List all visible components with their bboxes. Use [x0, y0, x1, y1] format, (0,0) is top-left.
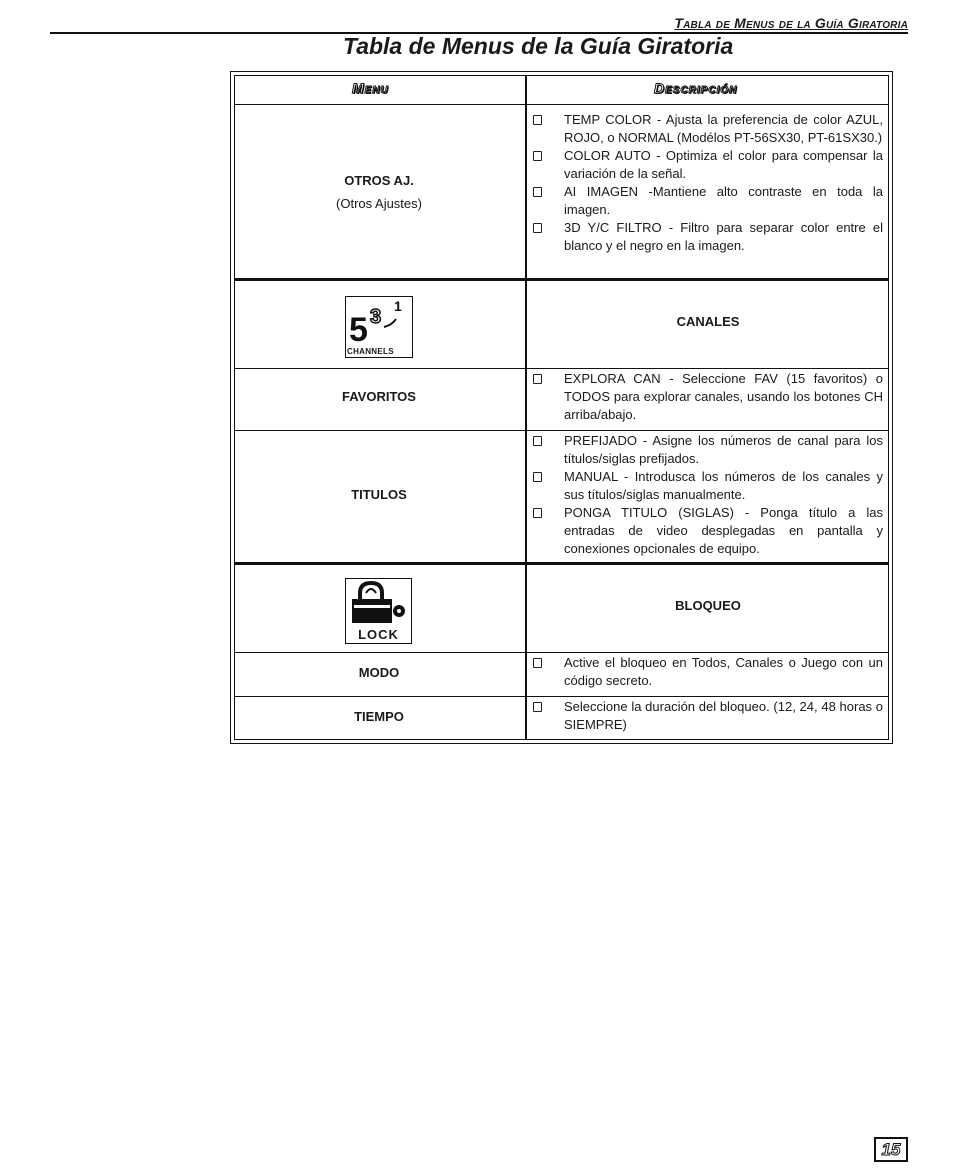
row-divider [234, 652, 889, 653]
checkbox-bullet-icon [533, 187, 542, 197]
lock-icon [345, 578, 412, 644]
checkbox-bullet-icon [533, 472, 542, 482]
list-item: Active el bloqueo en Todos, Canales o Juego con un código secreto. [533, 654, 883, 690]
svg-text:3: 3 [370, 306, 382, 328]
column-divider [525, 75, 527, 740]
checkbox-bullet-icon [533, 223, 542, 233]
list-item: MANUAL - Introdusca los números de los canales y sus títulos/siglas manualmente. [533, 468, 883, 504]
modo-description-list [533, 654, 883, 690]
section-title-bloqueo: BLOQUEO [675, 598, 741, 613]
row-divider [234, 696, 889, 697]
running-header [50, 10, 908, 34]
channels-icon-label: CHANNELS [347, 347, 394, 356]
svg-text:1: 1 [394, 298, 402, 314]
checkbox-bullet-icon [533, 115, 542, 125]
lock-icon-graphic [346, 579, 410, 627]
menu-otros-aj-subtitle: (Otros Ajustes) [336, 196, 422, 211]
page-number: 15 [874, 1137, 908, 1162]
list-item: TEMP COLOR - Ajusta la preferencia de color AZUL, ROJO, o NORMAL (Modélos PT-56SX30, PT-61SX30.) [533, 111, 883, 147]
section-divider [234, 278, 889, 281]
checkbox-bullet-icon [533, 436, 542, 446]
list-item: EXPLORA CAN - Seleccione FAV (15 favoritos) o TODOS para explorar canales, usando los botones CH arriba/abajo. [533, 370, 883, 424]
list-item: PREFIJADO - Asigne los números de canal para los títulos/siglas prefijados. [533, 432, 883, 468]
running-header-title: Tabla de Menus de la Guía Giratoria [674, 15, 908, 31]
checkbox-bullet-icon [533, 702, 542, 712]
channels-icon [345, 296, 413, 358]
checkbox-bullet-icon [533, 151, 542, 161]
list-item: 3D Y/C FILTRO - Filtro para separar color entre el blanco y el negro en la imagen. [533, 219, 883, 255]
titulos-description-list [533, 432, 883, 558]
favoritos-description-list [533, 370, 883, 424]
menu-tiempo: TIEMPO [354, 709, 404, 724]
menu-otros-aj: OTROS AJ. [344, 173, 414, 188]
section-title-canales: CANALES [676, 314, 740, 329]
column-header-menu: Menu [352, 80, 389, 96]
list-item: Seleccione la duración del bloqueo. (12, 24, 48 horas o SIEMPRE) [533, 698, 883, 734]
row-divider [234, 368, 889, 369]
list-item: COLOR AUTO - Optimiza el color para compensar la variación de la señal. [533, 147, 883, 183]
column-header-description: Descripción [654, 80, 738, 96]
menu-modo: MODO [358, 665, 400, 680]
list-item: PONGA TITULO (SIGLAS) - Ponga título a las entradas de video desplegadas en pantalla y conexiones opcionales de equipo. [533, 504, 883, 558]
list-item: AI IMAGEN -Mantiene alto contraste en toda la imagen. [533, 183, 883, 219]
menu-titulos: TITULOS [351, 487, 407, 502]
header-row-divider [234, 104, 889, 105]
tiempo-description-list [533, 698, 883, 734]
otros-description-list [533, 111, 883, 255]
checkbox-bullet-icon [533, 374, 542, 384]
page-title: Tabla de Menus de la Guía Giratoria [343, 33, 734, 59]
checkbox-bullet-icon [533, 658, 542, 668]
lock-icon-label: LOCK [358, 627, 399, 642]
row-divider [234, 430, 889, 431]
section-divider [234, 562, 889, 565]
checkbox-bullet-icon [533, 508, 542, 518]
svg-text:5: 5 [349, 311, 368, 349]
menu-favoritos: FAVORITOS [342, 389, 416, 404]
